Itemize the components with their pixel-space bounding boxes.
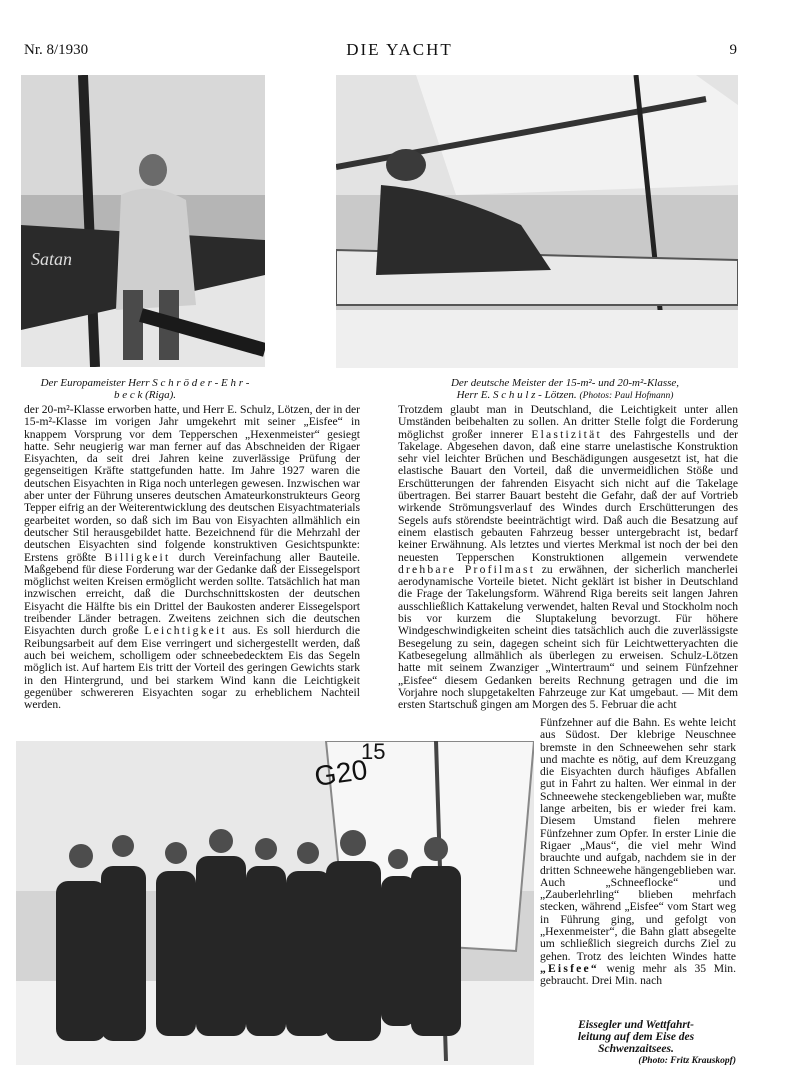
- boat-name: Satan: [31, 249, 73, 269]
- issue-number: Nr. 8/1930: [24, 42, 89, 58]
- article-column-2: Trotzdem glaubt man in Deutschland, die Leichtigkeit unter allen Umständen beibehalten zu sollen. An dritter Stelle folgt die Forderung möglichst großer innerer Elastizität des Fahrgestells und der Takelage. Abgesehen davon, daß eine starre unelastische Konstruktion sehr viel leichter Brüchen und Beschädigungen ausgesetzt ist, hat die elastische Bauart den Vorteil, daß die unvermeidlichen Stöße und Erschütterungen der fahrenden Eisyacht sich nicht auf die Takelage übertragen. Bei starrer Bauart besteht die Gefahr, daß der auf Vortrieb wirkende Strömungsverlauf des Windes durch Erschütterungen des Segels aufs störendste beeinträchtigt wird. Daß auch die Besatzung auf einem elastisch gebauten Fahrzeug besser untergebracht ist, bedarf keiner Erwähnung. Als letztes und viertes Merkmal ist noch der bei den neuesten Tepperschen Konstruktionen allgemein verwendete drehbare Profilmast zu erwähnen, der sicherlich mancherlei aerodynamische Vorteile bietet. Nicht geklärt ist bisher in Deutschland die Frage der Takelungsform. Während Riga bereits seit langen Jahren ausschließlich Kattakelung verwendet, halten Reval und Stockholm noch bis vor kurzem die Sluptakelung bevorzugt. Für höhere Windgeschwindigkeiten scheint dies tatsächlich auch die zuverlässigste Besegelung zu sein, dagegen scheint sich für Leichtwetteryachten die Katbesegelung allmählich als überlegen zu erweisen. Schulz-Lötzen hatte mit seinem Zwanziger „Wintertraum“ und seinem Fünfzehner „Eisfee“ diesem Gedanken bereits Rechnung getragen und die im Vorjahre noch slupgetakelten Fahrzeuge zur Kat umgebaut. — Mit dem ersten Startschuß gingen am Morgen des 5. Februar die acht: [398, 403, 738, 712]
- article-column-3: Fünfzehner auf die Bahn. Es wehte leicht aus Südost. Der klebrige Neuschnee bremste in den Schneewehen sehr stark und machte es nötig, auf dem Kreuzgang die Eisyachten durch häufiges Abfallen gut in Fahrt zu halten. Wer einmal in der Schneewehe steckengeblieben war, mußte lange arbeiten, bis er wieder frei kam. Diesem Umstand fielen mehrere Fünfzehner zum Opfer. In erster Linie die Rigaer „Maus“, die viel mehr Wind brauchte und aufgab, nachdem sie in der dritten Schneewehe hängengeblieben war. Auch „Schneeflocke“ und „Zauberlehrling“ blieben mehrfach stecken, während „Eisfee“ vom Start weg in Führung ging, und gefolgt von „Hexenmeister“, die Bahn glatt absegelte um schließlich siegreich durchs Ziel zu gehen. Trotz des leichten Windes hatte „Eisfee“ wenig mehr als 35 Min. gebraucht. Drei Min. nach: [540, 716, 736, 988]
- caption-german-champion: Der deutsche Meister der 15-m²- und 20-m²-Klasse, Herr E. S c h u l z - Lötzen. (Photos: Paul Hofmann): [450, 377, 680, 401]
- photo-german-champion: [336, 75, 738, 368]
- photo-credit-bottom: (Photo: Fritz Krauskopf): [638, 1056, 736, 1066]
- article-column-1: der 20-m²-Klasse erworben hatte, und Herr E. Schulz, Lötzen, der in der 15-m²-Klasse im vorigen Jahr umgekehrt mit seiner „Eisfee“ in knappem Vorsprung vor dem Tepperschen „Hexenmeister“ gesiegt hatte. Sehr neugierig war man ferner auf das Abschneiden der Rigaer Eisyachten, da seit drei Jahren keine zuverlässige Prüfung der gegenseitigen Kräfte stattgefunden hatte. Im Jahre 1927 waren die deutschen Eisyachten in Riga noch unterlegen gewesen. Inzwischen war aber unter der Führung unseres deutschen Amateurkonstrukteurs Georg Tepper eifrig an der Weiterentwicklung des deutschen Eisyachtmaterials gearbeitet worden, so daß sich im Bau von Eisyachten allmählich ein deutscher Stil herausgebildet hatte. Bezeichnend für die Mehrzahl der deutschen Eisyachten sind folgende konstruktiven Gesichtspunkte: Erstens größte Billigkeit durch Vereinfachung aller Bauteile. Maßgebend für diese Forderung war der Gedanke daß der Eissegelsport möglichst weiten Kreisen ermöglicht werden sollte. Tatsächlich hat man inzwischen erreicht, daß die Durchschnittskosten der deutschen Eisyacht die Hälfte bis ein Drittel der Baukosten anderer Eissegelsport treibender Länder betragen. Zweitens zeichnen sich die deutschen Eisyachten durch große Leichtigkeit aus. Es soll hierdurch die Reibungsarbeit auf dem Eise verringert und sichergestellt werden, daß auch bei weichem, scholligem oder schneebedecktem Eis das Segeln möglich ist. Auf hartem Eis tritt der Vorteil des geringen Gewichts stark in den Hintergrund, und bei starkem Wind kann die Leichtigkeit gegenüber schwereren Eisyachten sogar zu erheblichem Nachteil werden.: [24, 403, 360, 712]
- photo-ice-sailors-group: [16, 741, 534, 1065]
- photo-credit: (Photos: Paul Hofmann): [579, 391, 674, 401]
- caption-ice-sailors: Eissegler und Wettfahrt- leitung auf dem Eise des Schwenzaitsees. (Photo: Fritz Krauskopf): [536, 1019, 736, 1067]
- magazine-title: DIE YACHT: [346, 40, 453, 59]
- sail-mark: G20: [312, 753, 370, 792]
- sail-number: 15: [361, 741, 386, 764]
- photo-european-champion: [21, 75, 265, 367]
- page-number: 9: [729, 42, 737, 58]
- caption-european-champion: Der Europameister Herr S c h r ö d e r - E h r - b e c k (Riga).: [40, 377, 250, 401]
